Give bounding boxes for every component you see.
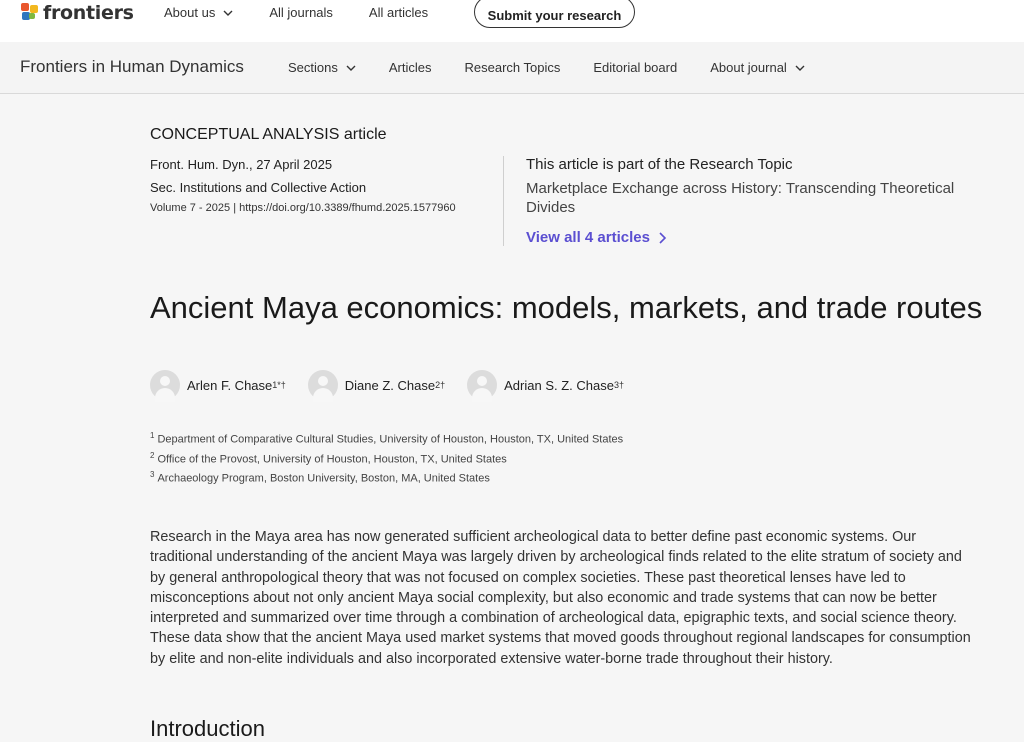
- sections-label: Sections: [288, 60, 338, 75]
- author[interactable]: [308, 370, 445, 400]
- article-section[interactable]: Sec. Institutions and Collective Action: [150, 180, 367, 195]
- chevron-down-icon: [346, 63, 356, 73]
- articles-link[interactable]: [389, 60, 432, 75]
- journal-nav: [288, 60, 838, 75]
- articles-label: Articles: [388, 60, 432, 75]
- affiliation-number: 1: [150, 431, 155, 440]
- frontiers-logo-icon: [20, 2, 40, 24]
- author-affiliation-marker: 2†: [435, 380, 446, 390]
- chevron-right-icon: [658, 232, 666, 244]
- sections-menu[interactable]: [288, 60, 356, 75]
- journal-title[interactable]: Frontiers in Human Dynamics: [20, 57, 244, 76]
- volume: Volume 7 - 2025: [150, 202, 231, 214]
- vertical-divider: [503, 156, 504, 246]
- affiliation-text: Office of the Provost, University of Houston, Houston, TX, United States: [157, 453, 507, 466]
- separator: |: [233, 202, 237, 214]
- author-name: Diane Z. Chase: [344, 377, 436, 393]
- author-affiliation-marker: 1*†: [272, 380, 286, 390]
- article-meta: [150, 157, 490, 214]
- author-name: Adrian S. Z. Chase: [504, 377, 614, 393]
- about-us-menu[interactable]: [164, 5, 233, 20]
- article-title: Ancient Maya economics: models, markets, and trade routes: [150, 290, 983, 325]
- journal-date: Front. Hum. Dyn., 27 April 2025: [150, 157, 333, 172]
- research-topics-label: Research Topics: [464, 60, 561, 75]
- chevron-down-icon: [795, 63, 805, 73]
- section-heading: Introduction: [150, 716, 265, 741]
- about-journal-menu[interactable]: [710, 60, 805, 75]
- abstract: Research in the Maya area has now generated sufficient archeological data to better define past economic systems. Our traditional understanding of the ancient Maya was largely driven by archeological finds related to the elite stratum of society and by general anthropological theory that was not focused on complex societies. These past theoretical lenses have led to misconceptions about not only ancient Maya social complexity, but also economic and trade systems that can now be better interpreted and summarized over time through a combination of archeological data, epigraphic texts, and social science theory. These data show that the ancient Maya used market systems that moved goods throughout regional landscapes for consumption by elite and non-elite individuals and also incorporated extensive water-borne trade throughout their history.: [150, 529, 971, 667]
- avatar-icon: [150, 370, 180, 400]
- author-affiliation-marker: 3†: [613, 380, 624, 390]
- affiliation-number: 2: [150, 450, 155, 460]
- all-journals-label: All journals: [269, 5, 333, 20]
- journal-navigation-bar: [0, 42, 1024, 94]
- top-navigation-bar: [0, 0, 1024, 42]
- affiliation: [150, 467, 623, 487]
- all-journals-link[interactable]: [269, 5, 333, 20]
- research-topic-label: This article is part of the Research Topic: [526, 156, 793, 173]
- avatar-icon: [308, 370, 338, 400]
- affiliation-text: Archaeology Program, Boston University, Boston, MA, United States: [157, 472, 490, 485]
- research-topics-link[interactable]: [465, 60, 561, 75]
- affiliation-text: Department of Comparative Cultural Studies, University of Houston, Houston, TX, United States: [157, 433, 624, 446]
- frontiers-logo[interactable]: [20, 0, 134, 26]
- about-us-label: About us: [164, 5, 216, 20]
- all-articles-label: All articles: [368, 5, 429, 20]
- research-topic-box: [526, 156, 996, 246]
- author-name: Arlen F. Chase: [187, 377, 273, 393]
- research-topic-name[interactable]: Marketplace Exchange across History: Transcending Theoretical Divides: [526, 180, 955, 216]
- editorial-board-label: Editorial board: [593, 60, 678, 75]
- avatar-icon: [467, 370, 497, 400]
- affiliations: [150, 428, 623, 487]
- affiliation-number: 3: [150, 470, 155, 480]
- all-articles-link[interactable]: [369, 5, 428, 20]
- author[interactable]: [467, 370, 624, 400]
- top-nav: [164, 5, 464, 20]
- doi-link[interactable]: https://doi.org/10.3389/fhumd.2025.1577960: [239, 202, 456, 214]
- editorial-board-link[interactable]: [593, 60, 677, 75]
- view-all-label: View all 4 articles: [526, 229, 650, 246]
- volume-doi: [150, 202, 490, 214]
- author[interactable]: [150, 370, 286, 400]
- submit-research-button[interactable]: Submit your research: [474, 0, 635, 28]
- affiliation: [150, 428, 623, 448]
- article-type: CONCEPTUAL ANALYSIS article: [150, 126, 387, 143]
- author-list: [150, 370, 646, 400]
- view-all-articles-link[interactable]: [526, 229, 996, 246]
- about-journal-label: About journal: [710, 60, 787, 75]
- chevron-down-icon: [223, 8, 233, 18]
- affiliation: [150, 448, 623, 468]
- frontiers-logo-text: frontiers: [43, 2, 134, 24]
